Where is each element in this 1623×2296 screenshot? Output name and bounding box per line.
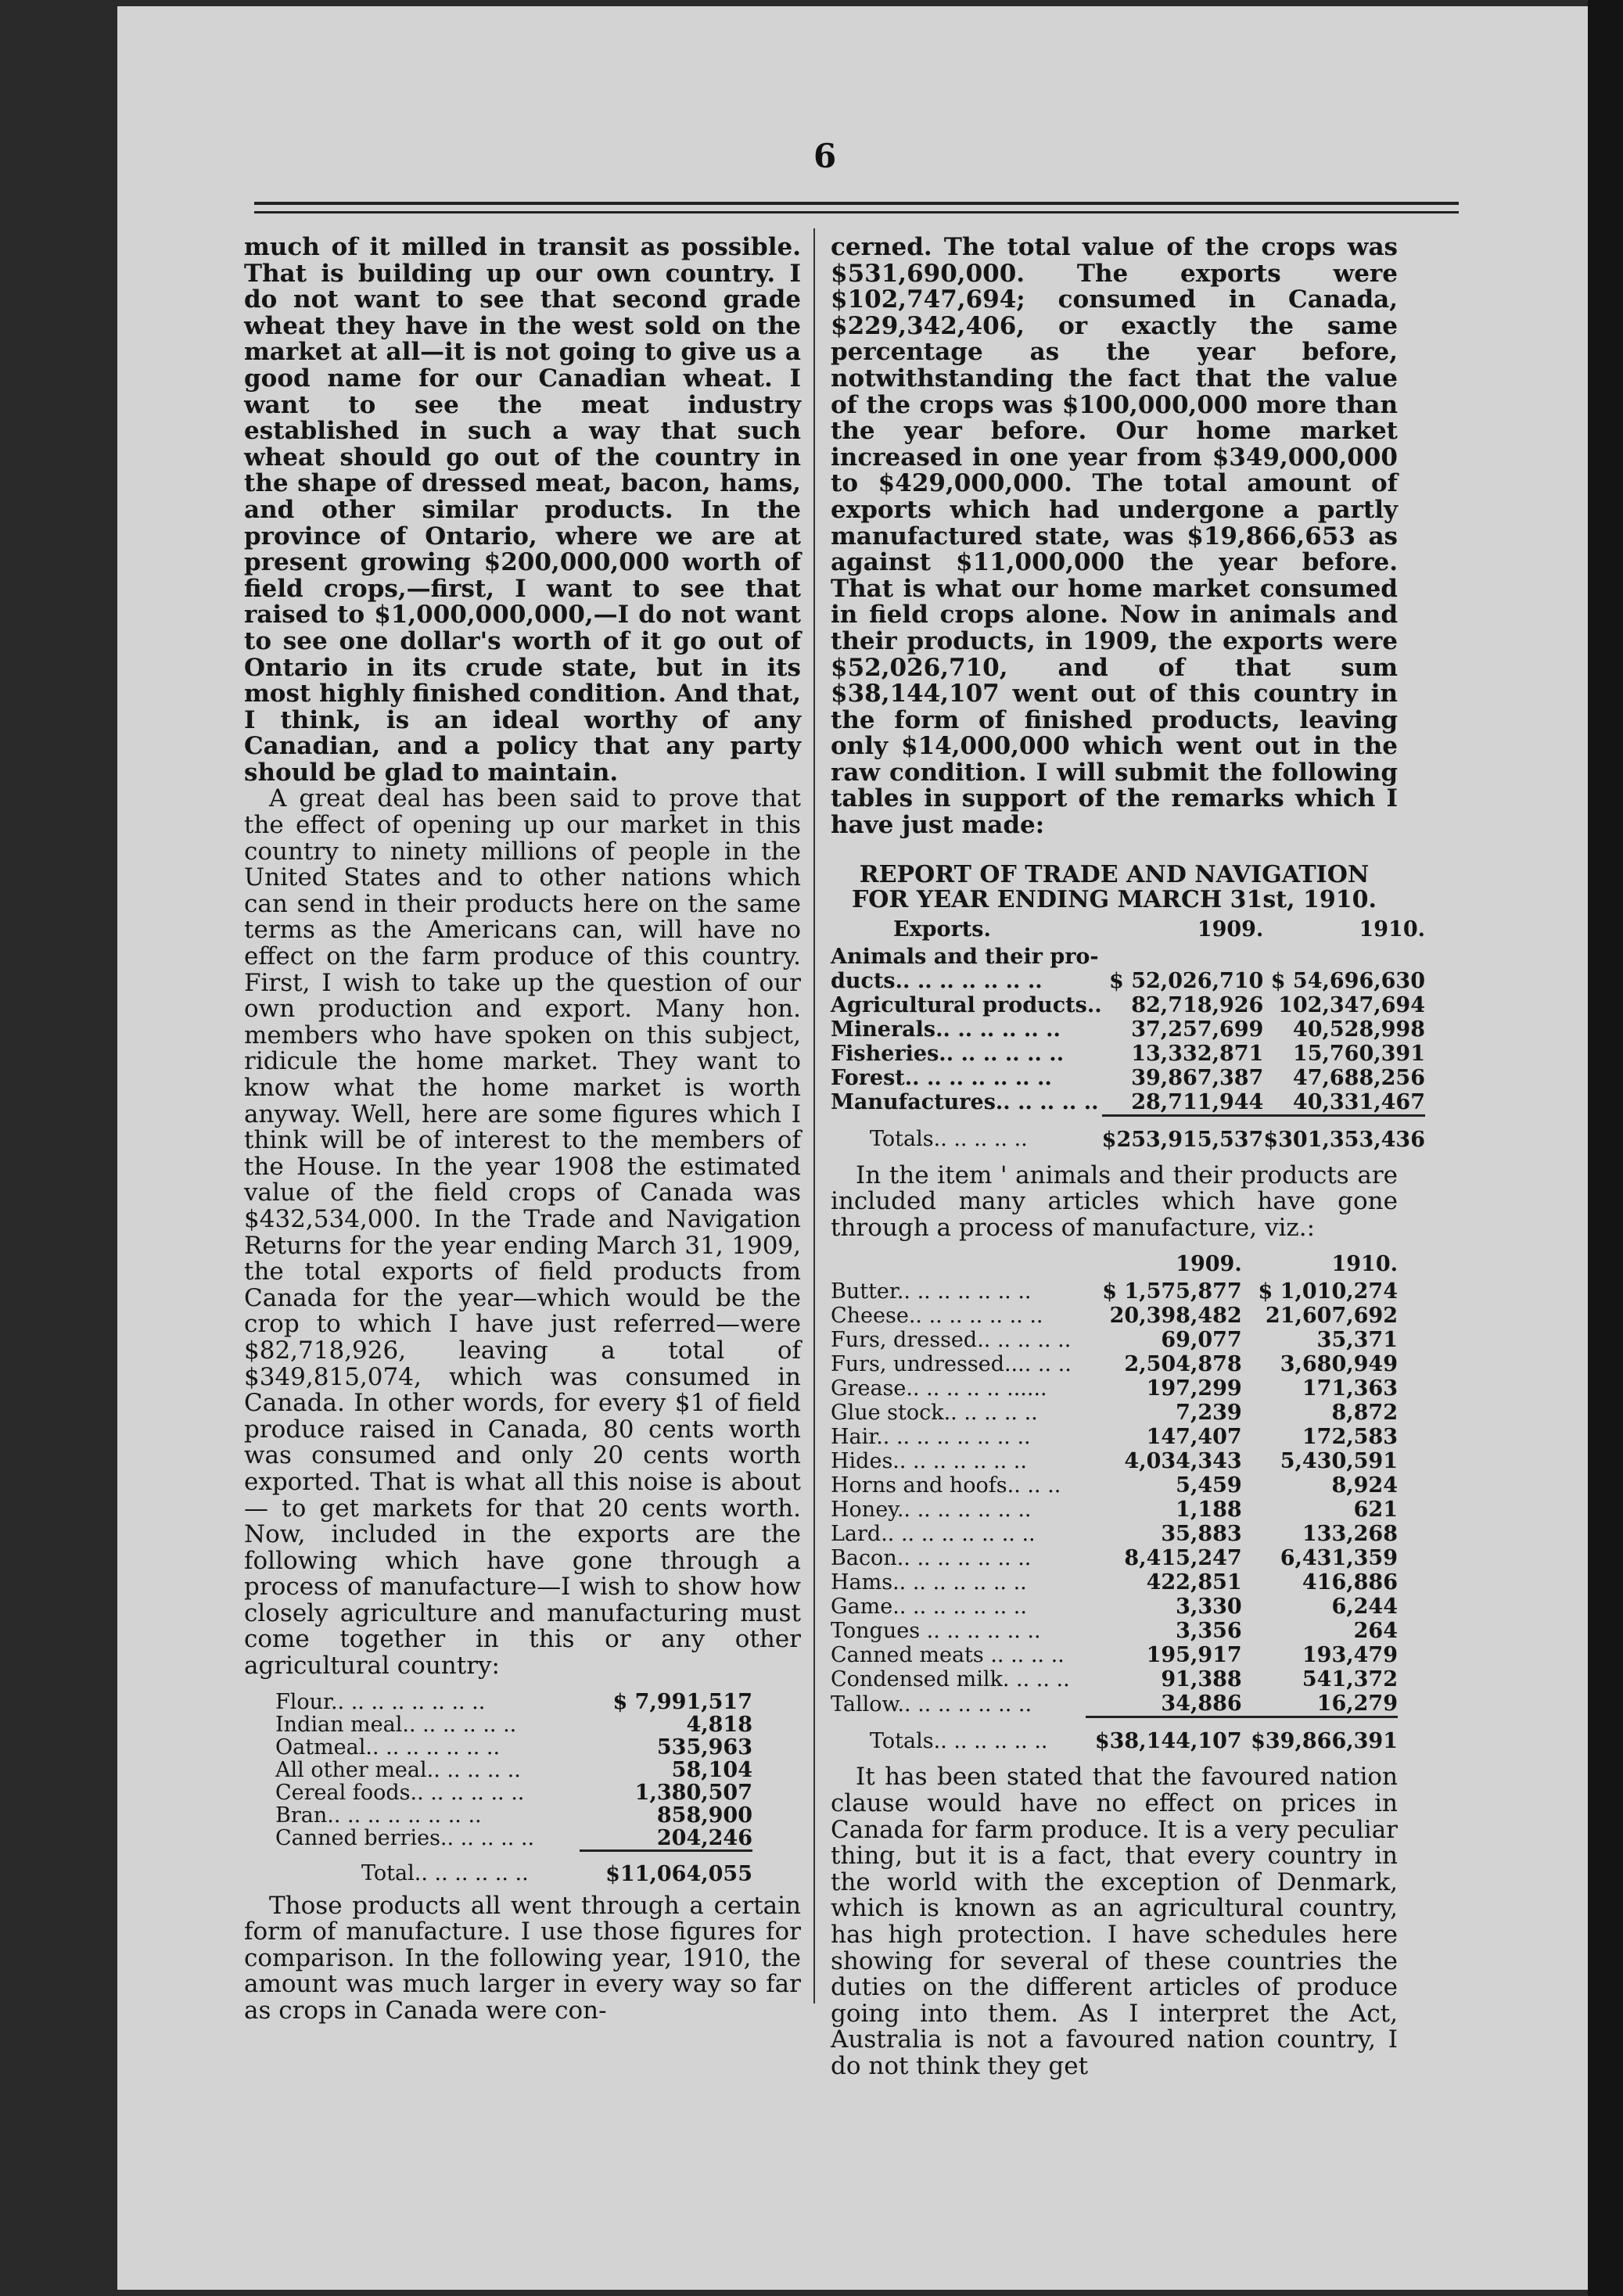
table-row: Honey.. .. .. .. .. .. .. 1,188 621 bbox=[831, 1498, 1398, 1523]
table-row: Cheese.. .. .. .. .. .. .. 20,398,482 21,607,692 bbox=[831, 1304, 1398, 1329]
left-column bbox=[244, 235, 801, 2025]
table-row: Fisheries.. .. .. .. .. .. 13,332,871 15,760,391 bbox=[831, 1041, 1425, 1066]
table-row: Bran.. .. .. .. .. .. .. .. 858,900 bbox=[275, 1803, 752, 1828]
table-row: Grease.. .. .. .. .. ...... 197,299 171,363 bbox=[831, 1376, 1398, 1401]
report-heading: REPORT OF TRADE AND NAVIGATION FOR YEAR ENDING MARCH 31st, 1910. bbox=[852, 860, 1377, 913]
table-row: Butter.. .. .. .. .. .. .. $ 1,575,877 $ 1,010,274 bbox=[831, 1279, 1398, 1304]
table-row: Glue stock.. .. .. .. .. 7,239 8,872 bbox=[831, 1401, 1398, 1426]
table-total-row: Totals.. .. .. .. .. $253,915,537 $301,353,436 bbox=[870, 1126, 1425, 1152]
table-row: Canned berries.. .. .. .. .. 204,246 bbox=[275, 1825, 752, 1851]
table-row: Agricultural products.. 82,718,926 102,347,694 bbox=[831, 992, 1425, 1017]
table-row: Cereal foods.. .. .. .. .. .. 1,380,507 bbox=[275, 1780, 752, 1805]
table-row: All other meal.. .. .. .. .. 58,104 bbox=[275, 1757, 752, 1782]
table-row: Furs, dressed.. .. .. .. .. 69,077 35,371 bbox=[831, 1328, 1398, 1353]
right-column bbox=[831, 233, 1425, 2080]
table-row: Furs, undressed.... .. .. 2,504,878 3,680,949 bbox=[831, 1352, 1398, 1377]
table-row: Animals and their pro- bbox=[831, 944, 1099, 969]
table-row: Hams.. .. .. .. .. .. .. 422,851 416,886 bbox=[831, 1570, 1398, 1595]
scan-edge bbox=[1588, 0, 1623, 2296]
table-row: Forest.. .. .. .. .. .. .. 39,867,387 47,688,256 bbox=[831, 1065, 1425, 1090]
paragraph: Those products all went through a certain form of manufacture. I use those figures for comparison. In the following year, 1910, the amount was much larger in every way so far as crops in Canada were con- bbox=[244, 1891, 801, 2025]
exports-table bbox=[831, 917, 1425, 1152]
header-rule bbox=[254, 202, 1459, 213]
grain-products-table bbox=[275, 1691, 752, 1885]
table-row: Condensed milk. .. .. .. 91,388 541,372 bbox=[831, 1667, 1398, 1692]
table-row: Hair.. .. .. .. .. .. .. .. 147,407 172,583 bbox=[831, 1425, 1398, 1450]
table-header-row: Exports. 1909. 1910. bbox=[893, 917, 1425, 942]
table-row: Canned meats .. .. .. .. 195,917 193,479 bbox=[831, 1643, 1398, 1668]
table-row: Tongues .. .. .. .. .. .. 3,356 264 bbox=[831, 1619, 1398, 1644]
table-row: Tallow.. .. .. .. .. .. .. 34,886 16,279 bbox=[831, 1692, 1398, 1717]
table-row: Game.. .. .. .. .. .. .. 3,330 6,244 bbox=[831, 1595, 1398, 1620]
animal-products-table bbox=[831, 1252, 1398, 1753]
table-row: ducts.. .. .. .. .. .. .. $ 52,026,710 $ 54,696,630 bbox=[831, 968, 1425, 993]
table-row: Manufactures.. .. .. .. .. 28,711,944 40,331,467 bbox=[831, 1089, 1425, 1115]
table-row: Oatmeal.. .. .. .. .. .. .. 535,963 bbox=[275, 1735, 752, 1760]
table-total-row: Totals.. .. .. .. .. .. $38,144,107 $39,866,391 bbox=[870, 1728, 1398, 1754]
table-row: Indian meal.. .. .. .. .. .. 4,818 bbox=[275, 1712, 752, 1737]
paragraph: In the item ' animals and their products are included many articles which have gone through a process of manufacture, viz.: bbox=[831, 1161, 1398, 1242]
table-row: Minerals.. .. .. .. .. .. 37,257,699 40,528,998 bbox=[831, 1017, 1425, 1042]
paragraph: A great deal has been said to prove that the effect of opening up our market in this country to ninety millions of people in the United States and to other nations which can send in their products here on the same terms as the Americans can, will have no effect on the farm produce of this country. First, I wish to take up the question of our own production and export. Many hon. members who have spoken on this subject, ridicule the home market. They want to know what the home market is worth anyway. Well, here are some figures which I think will be of interest to the members of the House. In the year 1908 the estimated value of the field crops of Canada was $432,534,000. In the Trade and Navigation Returns for the year ending March 31, 1909, the total exports of field products from Canada for the year—which would be the crop to which I have just referred—were $82,718,926, leaving a total of $349,815,074, which was consumed in Canada. In other words, for every $1 of field produce raised in Canada, 80 cents worth was consumed and only 20 cents worth exported. That is what all this noise is about— to get markets for that 20 cents worth. Now, included in the exports are the following which have gone through a process of manufacture—I wish to show how closely agriculture and manufacturing must come together in this or any other agricultural country: bbox=[244, 784, 801, 1681]
table-row: Horns and hoofs.. .. .. 5,459 8,924 bbox=[831, 1473, 1398, 1498]
page-number: 6 bbox=[813, 137, 837, 175]
table-row: Flour.. .. .. .. .. .. .. .. $ 7,991,517 bbox=[275, 1689, 752, 1714]
table-header-row: 1909. 1910. bbox=[1176, 1252, 1398, 1277]
table-total-row: Total.. .. .. .. .. .. $11,064,055 bbox=[361, 1860, 752, 1886]
paragraph: much of it milled in transit as possible. That is building up our own country. I do not want to see that second grade wheat they have in the west sold on the market at all—it is not going to give us a good name for our Canadian wheat. I want to see the meat industry established in such a way that such wheat should go out of the country in the shape of dressed meat, bacon, hams, and other similar products. In the province of Ontario, where we are at present growing $200,000,000 worth of field crops,—first, I want to see that raised to $1,000,000,000,—I do not want to see one dollar's worth of it go out of Ontario in its crude state, but in its most highly finished condition. And that, I think, is an ideal worthy of any Canadian, and a policy that any party should be glad to maintain. bbox=[244, 233, 801, 787]
column-divider bbox=[813, 228, 815, 2004]
table-row: Bacon.. .. .. .. .. .. .. 8,415,247 6,431,359 bbox=[831, 1546, 1398, 1571]
paragraph: It has been stated that the favoured nation clause would have no effect on prices in Canada for farm produce. It is a very peculiar thing, but it is a fact, that every country in the world with the exception of Denmark, which is known as an agricultural country, has high protection. I have schedules here showing for several of these countries the duties on the different articles of produce going into them. As I interpret the Act, Australia is not a favoured nation country, I do not think they get bbox=[831, 1763, 1398, 2080]
table-row: Hides.. .. .. .. .. .. .. 4,034,343 5,430,591 bbox=[831, 1449, 1398, 1474]
table-row: Lard.. .. .. .. .. .. .. .. 35,883 133,268 bbox=[831, 1522, 1398, 1547]
paragraph: cerned. The total value of the crops was $531,690,000. The exports were $102,747,694; consumed in Canada, $229,342,406, or exactly the same percentage as the year before, notwithstanding the fact that the value of the crops was $100,000,000 more than the year before. Our home market increased in one year from $349,000,000 to $429,000,000. The total amount of exports which had undergone a partly manufactured state, was $19,866,653 as against $11,000,000 the year before. That is what our home market consumed in field crops alone. Now in animals and their products, in 1909, the exports were $52,026,710, and of that sum $38,144,107 went out of this country in the form of finished products, leaving only $14,000,000 which went out in the raw condition. I will submit the following tables in support of the remarks which I have just made: bbox=[831, 233, 1398, 840]
